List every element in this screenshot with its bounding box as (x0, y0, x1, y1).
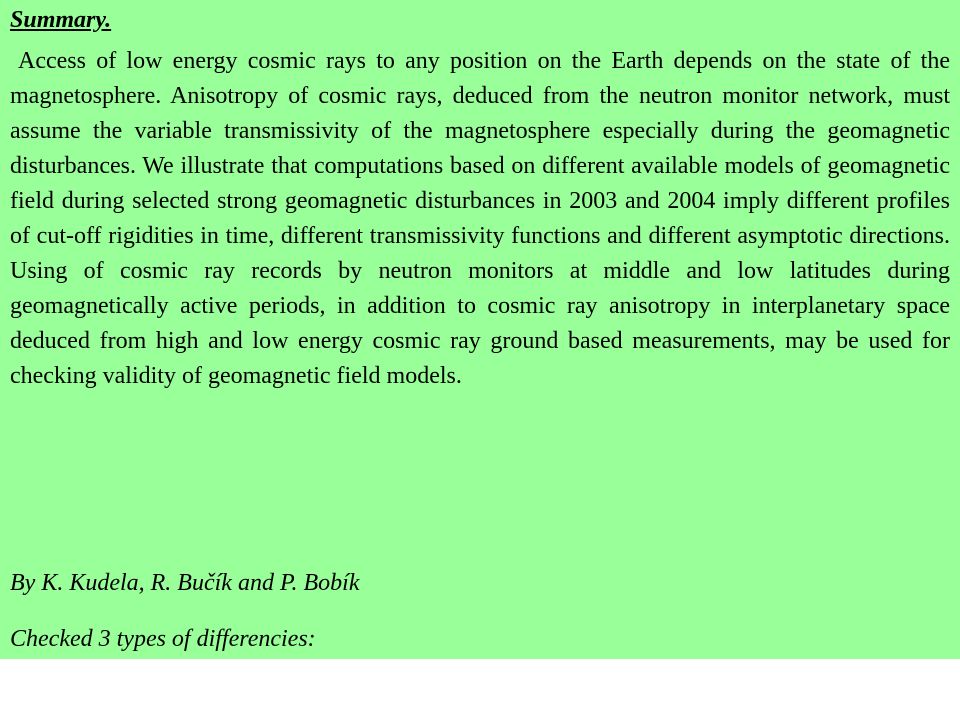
summary-heading: Summary. (10, 7, 112, 33)
summary-paragraph-text: Access of low energy cosmic rays to any position on the Earth depends on the state of the magnetosphere. Anisotropy of cosmic rays, deduced from the neutron monitor network, must assume the variable transmissivity of the magnetosphere especially during the geomagnetic disturbances. We illustrate that computations based on different available models of geomagnetic field during selected strong geomagnetic disturbances in 2003 and 2004 imply different profiles of cut-off rigidities in time, different transmissivity functions and different asymptotic directions. Using of cosmic ray records by neutron monitors at middle and low latitudes during geomagnetically active periods, in addition to cosmic ray anisotropy in interplanetary space deduced from high and low energy cosmic ray ground based measurements, may be used for checking validity of geomagnetic field models. (10, 48, 950, 389)
authors-line: By K. Kudela, R. Bučík and P. Bobík (10, 570, 360, 596)
checked-differences-line: Checked 3 types of differencies: (10, 626, 316, 652)
summary-paragraph (10, 44, 950, 394)
